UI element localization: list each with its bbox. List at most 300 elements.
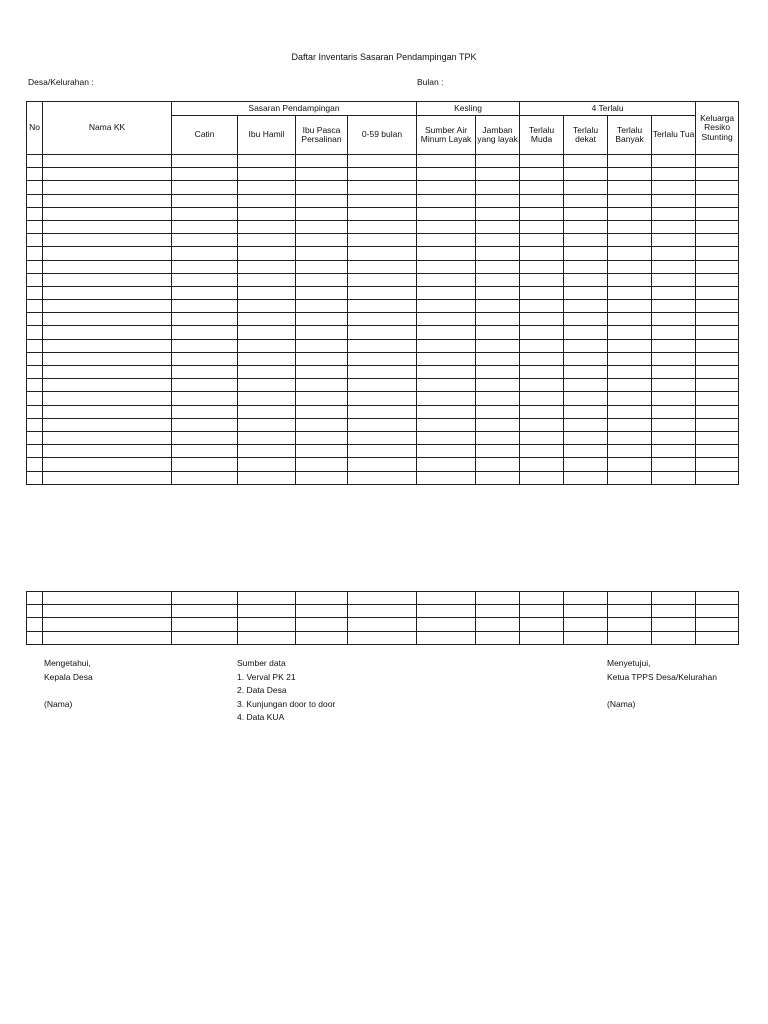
table-cell (696, 286, 739, 299)
table-cell (172, 431, 238, 444)
table-cell (348, 168, 417, 181)
table-row (27, 379, 739, 392)
table-cell (172, 326, 238, 339)
table-cell (348, 247, 417, 260)
table-row (27, 260, 739, 273)
table-cell (348, 418, 417, 431)
table-cell (27, 605, 43, 618)
table-cell (520, 326, 564, 339)
table-cell (564, 234, 608, 247)
table-cell (564, 260, 608, 273)
table-cell (27, 471, 43, 484)
table-row (27, 431, 739, 444)
table-cell (564, 352, 608, 365)
table-cell (564, 220, 608, 233)
table-cell (27, 234, 43, 247)
table-cell (696, 326, 739, 339)
source-item-1: 1. Verval PK 21 (237, 671, 296, 682)
table-cell (696, 379, 739, 392)
table-cell (172, 234, 238, 247)
table-cell (608, 220, 652, 233)
table-cell (172, 458, 238, 471)
table-cell (417, 379, 476, 392)
table-cell (27, 405, 43, 418)
table-cell (43, 273, 172, 286)
right-signature-name: (Nama) (607, 698, 636, 709)
table-cell (348, 471, 417, 484)
table-cell (608, 431, 652, 444)
table-cell (296, 234, 348, 247)
table-cell (476, 207, 520, 220)
table-cell (417, 631, 476, 644)
table-cell (238, 618, 296, 631)
table-cell (652, 445, 696, 458)
table-cell (520, 220, 564, 233)
ketua-tpps-label: Ketua TPPS Desa/Kelurahan (607, 671, 717, 682)
table-cell (564, 458, 608, 471)
table-cell (417, 207, 476, 220)
table-cell (520, 392, 564, 405)
table-cell (43, 313, 172, 326)
table-cell (520, 379, 564, 392)
table-cell (296, 618, 348, 631)
table-cell (476, 418, 520, 431)
table-cell (27, 339, 43, 352)
table-row (27, 631, 739, 644)
table-cell (652, 631, 696, 644)
table-cell (27, 631, 43, 644)
kepala-desa-label: Kepala Desa (44, 671, 93, 682)
table-cell (652, 431, 696, 444)
table-row (27, 605, 739, 618)
table-cell (476, 605, 520, 618)
table-cell (27, 313, 43, 326)
table-cell (564, 313, 608, 326)
table-row (27, 220, 739, 233)
desa-label: Desa/Kelurahan : (28, 77, 94, 87)
table-cell (520, 592, 564, 605)
table-cell (652, 300, 696, 313)
table-cell (608, 366, 652, 379)
table-cell (520, 207, 564, 220)
table-cell (652, 260, 696, 273)
table-cell (652, 181, 696, 194)
table-cell (696, 631, 739, 644)
table-cell (296, 155, 348, 168)
table-cell (608, 155, 652, 168)
table-cell (172, 286, 238, 299)
table-cell (238, 181, 296, 194)
source-item-3: 3. Kunjungan door to door (237, 698, 336, 709)
table-cell (296, 405, 348, 418)
table-cell (172, 260, 238, 273)
table-cell (564, 592, 608, 605)
table-cell (476, 286, 520, 299)
table-cell (652, 247, 696, 260)
table-cell (43, 234, 172, 247)
table-cell (608, 592, 652, 605)
table-cell (238, 471, 296, 484)
table-cell (238, 326, 296, 339)
table-cell (417, 339, 476, 352)
table-cell (564, 431, 608, 444)
table-cell (348, 431, 417, 444)
table-row (27, 207, 739, 220)
table-cell (43, 592, 172, 605)
table-cell (608, 313, 652, 326)
table-cell (172, 220, 238, 233)
table-cell (296, 247, 348, 260)
table-cell (417, 220, 476, 233)
table-cell (608, 207, 652, 220)
table-cell (520, 418, 564, 431)
table-cell (348, 260, 417, 273)
table-cell (696, 445, 739, 458)
table-cell (417, 392, 476, 405)
table-cell (172, 339, 238, 352)
table-cell (564, 273, 608, 286)
table-cell (476, 631, 520, 644)
table-cell (520, 194, 564, 207)
table-cell (348, 352, 417, 365)
table-cell (43, 392, 172, 405)
continuation-table (26, 591, 739, 645)
table-cell (27, 431, 43, 444)
table-cell (348, 273, 417, 286)
table-cell (417, 618, 476, 631)
table-cell (696, 260, 739, 273)
table-cell (520, 445, 564, 458)
table-cell (476, 234, 520, 247)
table-row (27, 445, 739, 458)
table-cell (27, 273, 43, 286)
table-cell (696, 194, 739, 207)
table-cell (348, 313, 417, 326)
table-cell (172, 445, 238, 458)
table-cell (296, 605, 348, 618)
table-cell (172, 168, 238, 181)
table-cell (238, 379, 296, 392)
table-cell (652, 418, 696, 431)
table-cell (696, 471, 739, 484)
table-cell (27, 247, 43, 260)
bulan-label: Bulan : (417, 77, 444, 87)
table-cell (417, 418, 476, 431)
table-cell (652, 471, 696, 484)
table-cell (238, 234, 296, 247)
table-cell (417, 405, 476, 418)
table-cell (608, 339, 652, 352)
table-cell (652, 352, 696, 365)
table-cell (520, 366, 564, 379)
table-cell (696, 207, 739, 220)
table-cell (476, 379, 520, 392)
table-cell (417, 366, 476, 379)
table-cell (652, 194, 696, 207)
table-cell (27, 392, 43, 405)
table-cell (520, 300, 564, 313)
table-cell (43, 207, 172, 220)
table-row (27, 392, 739, 405)
table-cell (652, 220, 696, 233)
table-cell (238, 631, 296, 644)
header-0-59-bulan: 0-59 bulan (348, 116, 417, 155)
table-cell (417, 273, 476, 286)
table-cell (238, 260, 296, 273)
table-cell (652, 168, 696, 181)
table-cell (476, 445, 520, 458)
table-row (27, 181, 739, 194)
table-cell (417, 300, 476, 313)
table-cell (27, 352, 43, 365)
table-cell (476, 618, 520, 631)
header-nama-kk: Nama KK (43, 102, 172, 155)
table-cell (476, 405, 520, 418)
table-cell (564, 618, 608, 631)
table-cell (520, 247, 564, 260)
table-cell (652, 618, 696, 631)
table-cell (296, 392, 348, 405)
table-cell (564, 286, 608, 299)
table-cell (348, 405, 417, 418)
table-cell (696, 168, 739, 181)
table-cell (520, 405, 564, 418)
table-cell (652, 379, 696, 392)
table-cell (43, 405, 172, 418)
table-cell (43, 286, 172, 299)
table-cell (27, 260, 43, 273)
table-cell (238, 247, 296, 260)
table-cell (238, 339, 296, 352)
table-cell (476, 392, 520, 405)
table-cell (348, 181, 417, 194)
table-cell (476, 273, 520, 286)
table-cell (696, 247, 739, 260)
table-cell (43, 155, 172, 168)
table-cell (417, 605, 476, 618)
table-cell (564, 181, 608, 194)
table-cell (417, 181, 476, 194)
mengetahui-label: Mengetahui, (44, 658, 91, 668)
table-cell (476, 313, 520, 326)
table-cell (238, 194, 296, 207)
table-row (27, 366, 739, 379)
table-cell (43, 326, 172, 339)
table-cell (296, 286, 348, 299)
table-cell (296, 181, 348, 194)
table-cell (696, 155, 739, 168)
table-cell (417, 286, 476, 299)
table-cell (296, 273, 348, 286)
table-cell (608, 458, 652, 471)
table-cell (172, 207, 238, 220)
table-cell (172, 300, 238, 313)
table-cell (27, 379, 43, 392)
table-cell (564, 366, 608, 379)
table-cell (564, 418, 608, 431)
table-cell (652, 366, 696, 379)
table-cell (348, 207, 417, 220)
table-cell (608, 273, 652, 286)
table-cell (520, 352, 564, 365)
table-cell (417, 431, 476, 444)
table-row (27, 234, 739, 247)
table-cell (608, 326, 652, 339)
table-cell (348, 592, 417, 605)
header-terlalu-tua: Terlalu Tua (652, 116, 696, 155)
table-cell (172, 618, 238, 631)
table-cell (43, 220, 172, 233)
table-cell (652, 605, 696, 618)
table-cell (520, 168, 564, 181)
source-item-4: 4. Data KUA (237, 712, 285, 723)
table-cell (238, 286, 296, 299)
table-cell (564, 605, 608, 618)
table-cell (608, 234, 652, 247)
table-cell (476, 592, 520, 605)
table-cell (43, 339, 172, 352)
table-cell (27, 618, 43, 631)
table-cell (417, 352, 476, 365)
table-cell (608, 181, 652, 194)
table-cell (652, 392, 696, 405)
table-cell (696, 366, 739, 379)
table-cell (27, 286, 43, 299)
table-cell (43, 168, 172, 181)
table-cell (652, 273, 696, 286)
table-cell (296, 168, 348, 181)
table-cell (417, 313, 476, 326)
table-cell (520, 605, 564, 618)
table-cell (564, 207, 608, 220)
table-cell (696, 352, 739, 365)
table-row (27, 592, 739, 605)
table-cell (417, 260, 476, 273)
table-cell (43, 247, 172, 260)
table-cell (476, 155, 520, 168)
table-cell (238, 220, 296, 233)
table-cell (417, 234, 476, 247)
table-cell (348, 631, 417, 644)
table-cell (417, 326, 476, 339)
table-cell (43, 471, 172, 484)
table-cell (172, 392, 238, 405)
inventory-table (26, 101, 739, 485)
table-cell (43, 379, 172, 392)
table-row (27, 339, 739, 352)
table-cell (296, 339, 348, 352)
table-row (27, 471, 739, 484)
table-cell (296, 260, 348, 273)
table-cell (417, 458, 476, 471)
table-cell (296, 458, 348, 471)
table-cell (172, 247, 238, 260)
table-cell (348, 458, 417, 471)
table-cell (696, 458, 739, 471)
table-cell (564, 194, 608, 207)
table-cell (296, 471, 348, 484)
table-cell (296, 313, 348, 326)
table-cell (348, 605, 417, 618)
table-row (27, 618, 739, 631)
table-cell (172, 418, 238, 431)
table-cell (608, 418, 652, 431)
table-cell (417, 194, 476, 207)
table-row (27, 247, 739, 260)
table-cell (172, 366, 238, 379)
table-cell (520, 234, 564, 247)
table-cell (172, 405, 238, 418)
table-cell (348, 618, 417, 631)
table-cell (564, 168, 608, 181)
table-row (27, 194, 739, 207)
table-cell (476, 458, 520, 471)
table-cell (652, 207, 696, 220)
table-cell (520, 339, 564, 352)
table-cell (172, 181, 238, 194)
table-cell (43, 631, 172, 644)
table-cell (348, 379, 417, 392)
table-cell (296, 366, 348, 379)
table-cell (608, 194, 652, 207)
table-cell (564, 631, 608, 644)
table-cell (476, 471, 520, 484)
table-cell (238, 418, 296, 431)
table-cell (564, 405, 608, 418)
table-cell (296, 207, 348, 220)
table-cell (696, 418, 739, 431)
table-cell (238, 168, 296, 181)
table-row (27, 300, 739, 313)
table-cell (564, 392, 608, 405)
table-cell (27, 458, 43, 471)
table-cell (296, 326, 348, 339)
table-cell (238, 605, 296, 618)
table-cell (476, 326, 520, 339)
table-cell (696, 605, 739, 618)
table-cell (564, 379, 608, 392)
table-cell (43, 445, 172, 458)
table-cell (608, 605, 652, 618)
table-cell (43, 181, 172, 194)
table-row (27, 405, 739, 418)
table-cell (696, 273, 739, 286)
table-row (27, 352, 739, 365)
table-row (27, 313, 739, 326)
table-cell (476, 194, 520, 207)
table-cell (417, 471, 476, 484)
left-signature-name: (Nama) (44, 698, 73, 709)
table-cell (476, 168, 520, 181)
table-cell (348, 326, 417, 339)
header-sumber-air: Sumber Air Minum Layak (417, 116, 476, 155)
table-cell (476, 366, 520, 379)
table-cell (238, 313, 296, 326)
table-row (27, 155, 739, 168)
table-cell (652, 458, 696, 471)
table-cell (520, 618, 564, 631)
menyetujui-label: Menyetujui, (607, 658, 651, 668)
table-cell (172, 631, 238, 644)
table-cell (417, 445, 476, 458)
table-cell (476, 300, 520, 313)
table-cell (296, 445, 348, 458)
table-cell (172, 379, 238, 392)
header-group-sasaran: Sasaran Pendampingan (172, 102, 417, 116)
table-cell (348, 286, 417, 299)
table-cell (172, 155, 238, 168)
table-cell (27, 326, 43, 339)
